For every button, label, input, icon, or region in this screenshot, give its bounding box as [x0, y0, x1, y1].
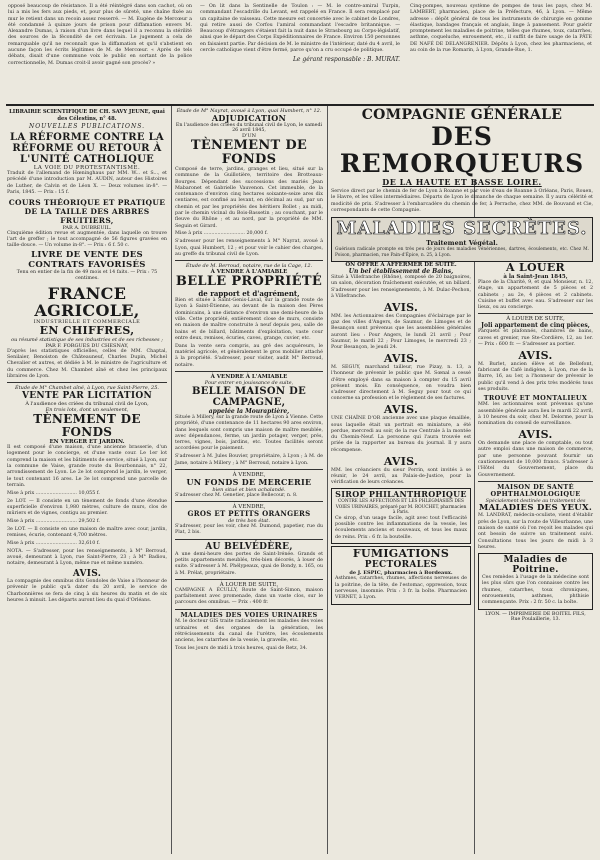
offre-subtitle: Un bel établissement de Bains,	[348, 268, 454, 275]
nota-text: NOTA. — S'adresser, pour les renseignements, à M° Berroud, avoué, demeurant à Lyon, rue Saint-Pierre, 23 ; à M° Badiou, notaire, demeurant à Lyon, même rue et même numéro.	[7, 548, 167, 567]
divider	[175, 260, 323, 261]
avis-text-4: MM. les créanciers du sieur Perrin, sont invités à se réunir, le 24 avril, au Palais-de-Justice, pour la vérification de leurs créances.	[331, 467, 471, 486]
louer-subtitle: à la Saint-Jean 1845,	[503, 274, 568, 280]
belvedere-title: AU BELVÉDÈRE,	[205, 541, 293, 552]
vendre-label: À VENDRE À L'AMIABLE	[210, 269, 288, 276]
etude-header-2: Étude de M. Berroud, notaire, rue de la Cage, 12.	[185, 263, 313, 270]
divider	[175, 539, 323, 540]
maladies-secretes-subtitle: Traitement Végétal.	[426, 239, 498, 248]
column-divider	[171, 106, 172, 854]
fumigations-box	[331, 546, 471, 605]
divider	[478, 313, 593, 314]
france-subtitle: INDUSTRIELLE ET COMMERCIALE	[33, 318, 141, 325]
poitrine-text: Ces remèdes à l'usage de la médecine sont les plus sûrs que l'on connaisse contre les rhumes, catarrhes, toux chroniques, enrouements, asthmes, phthisie commençante. Prix : 2 fr. 50 c. la boîte.	[482, 575, 589, 606]
belle-subtitle: de rapport et d'agrément,	[198, 289, 300, 299]
top-article-3	[410, 4, 592, 56]
a-louer-text: CAMPAGNE A ÉCULLY, Route de Saint-Simon, maison parfaitement avec promenade, dans un vaste clos, sur le parcours des omnibus. — Prix : 400 fr.	[175, 587, 323, 606]
column-3	[331, 262, 471, 607]
mise-a-prix: Mise à prix ........................... 20,000 f.	[175, 231, 268, 237]
vente-subtitle-2: En trois lots, dont un seulement,	[45, 407, 129, 414]
divider	[175, 371, 323, 372]
louer-title: A LOUER	[506, 261, 565, 274]
avendre-subtitle: Pour entrer en jouissance de suite,	[204, 379, 294, 386]
sirop-box	[331, 488, 471, 544]
notes-text: S'adresser pour les renseignements à M° Nayrat, avoué à Lyon, quai Humbert, 12 ; et pour voir le cahier des charges, au greffe du tribunal civil de Lyon.	[175, 239, 323, 257]
belle-text: Bien et située à Saint-Genis-Laval, sur la grande route de Lyon à Saint-Étienne, au devant de la maison des Pères dominicains, à une distance d'environ une demi-heure de la ville. Cette propriété, entièrement close de murs, consiste en maison de maître construite à neuf depuis peu, salle de bains et de billard, bâtiments d'exploitation, vaste cour entre deux, remises, écuries, caves, grange, cuvier, etc.	[175, 298, 323, 341]
avendre-label: À VENDRE À L'AMIABLE	[210, 373, 288, 380]
a-louer-label: À LOUER DE SUITE,	[219, 581, 279, 588]
top-divider	[6, 104, 594, 106]
belvedere-text: A une demi-heure des portes de Saint-Irénée. Grands et petits appartements meublés, très-bien décorés, à louer de suite. S'adresser à M. Phélypeaux, quai de Bondy, n. 165, ou à M. Prélat, propriétaire.	[175, 551, 323, 576]
gros-subtitle: de très bon état.	[228, 518, 270, 525]
livre-title: LIVRE DE VENTE DES CONTRATS FAVORISÉS	[28, 250, 146, 270]
chiffres-title: EN CHIFFRES,	[39, 323, 135, 337]
divider	[175, 469, 323, 470]
belle-maison-text: Située à Millery, sur la grande route de Lyon à Vienne. Cette propriété, d'une contenance de 11 hectares 90 ares environ, dans lesquels sont compris une maison de maître meublée, avec dépendances, ferme, un jardin potager, verger, prés, terres, vignes, bois, jardins, etc. Toutes facilités seront accordées pour le paiement.	[175, 414, 323, 452]
gros-title: GROS ET PETITS ORANGERS	[187, 509, 311, 519]
fumigations-title: FUMIGATIONS	[352, 547, 450, 561]
column-3-header	[331, 108, 593, 264]
louer-text: Place de la Charité, 9, et quai Monsieur, n. 12, étage, un appartement de 5 pièces et 2 cabinets ; au 2e, 4 pièces et 2 cabinets. Cuisine et buffet avec eau. S'adresser sur les lieux, ou au concierge.	[478, 280, 593, 311]
gros-text: S'adresser, pour les voir, chez M. Dumond, papetier, rue du Plat, 2 bis.	[175, 524, 323, 536]
reforme-text: Traduit de l'allemand de Hœninghaus par MM. W... et S..., et précédé d'une introduction par M. AUDIN, auteur des Histoires de Luther, de Calvin et de Léon X. — Deux volumes in-8°. — Paris, 1845. — Prix : 15 f.	[7, 171, 167, 195]
top-text-2: — On lit dans la Sentinelle de Toulon : — M. le contre-amiral Turpin, commandant l'escadrille du Levant, est rappelé en France. Il sera remplacé par un capitaine de vaisseau. Cette mesure est concertée avec le cabinet de Londres, qui retire aussi de Corfou l'amiral commandant l'escadre britannique. — Beaucoup d'étrangers s'étaient fait la nuit dans le Strasbourg au Corps-législatif, ainsi que le départ des Corps Expéditionnaires de France. Environ 150 personnes en faisaient partie. Par décision de M. le ministre de l'intérieur, daté du 4 avril, le cercle catholique vient d'être fermé, parce qu'on a cru occupé de politique.	[200, 4, 400, 54]
top-article-2	[200, 4, 400, 63]
divider	[175, 579, 323, 580]
mise-a-prix-2: Mise à prix ........................... 29,502 f.	[7, 518, 100, 524]
tenement-title: TÈNEMENT DE FONDS	[190, 138, 308, 167]
remorqueurs-title: DES REMORQUEURS	[339, 122, 585, 178]
top-text-1: opposé beaucoup de résistance. Il a été réintégré dans son cachot, où on lui a mis les fers aux pieds, et, pour plus de sûreté, une chaîne fixée au mur le retient dans un recoin assez resserré. — M. Eugène de Mercœur a été condamné à quinze jours de prison pour diffamation envers M. Alexandre Dumas, à raison d'un livre dans lequel il a reconnu la stérilité des sources de la fécondité de cet écrivain. Le jugement a cela de remarquable qu'il ne reconnaît que la diffamation et qu'il s'abstient en aucune façon les écrits légitimes de M. de Mercœur. « Après de tels débats, disait d'une commune voix le public en sortant de la police correctionnelle, M. Dumas croit-il avoir gagné son procès? »	[8, 4, 192, 66]
poitrine-box	[478, 553, 593, 610]
offre-text: Situé à Villefranche (Rhône), composé de 20 baignoires, un salon, décoration fraîchement exécutée, et un billard. S'adresser pour les renseignements, à M. Dulac-Pechon, à Villefranche.	[331, 275, 471, 299]
column-1	[7, 108, 167, 606]
avis-title-2: AVIS.	[383, 351, 419, 365]
sirop-title: SIROP PHILANTHROPIQUE	[335, 489, 467, 500]
divider	[478, 481, 593, 482]
top-text-3: Cinq-pompes, nouveau système de pompes de tous les pays, chez M. LAMBERT, pharmacien, place de la Préfecture, 46, à Lyon. — Même adresse : dépôt général de tous les instruments de chirurgie en gomme élastique, bandages français et anglais, linge à pansement. Pour guérir promptement les maladies de poitrine, telles que rhumes, toux, catarrhes, asthme, coqueluche, enrouement, etc., il suffit de faire usage de la PÂTE DE NAFÉ DE DELANGRENIER. Dépôts à Lyon, chez les pharmaciens, et au coin de la rue Romarin, à Lyon, Grande-Rue, 1.	[410, 4, 592, 54]
louer-2-subtitle: Joli appartement de cinq pièces,	[481, 322, 590, 330]
column-2	[175, 108, 323, 654]
louer-2-text: Parquets et plafonnés, chambres de bains, caves et grenier, rue Ste-Cordière, 12, au 1er. — Prix : 600 fr. — S'adresser au portier.	[478, 329, 593, 348]
france-title: FRANCE AGRICOLE,	[34, 283, 140, 320]
avis-title-1: AVIS.	[383, 300, 419, 314]
belle-maison-title: BELLE MAISON DE CAMPAGNE,	[191, 385, 307, 408]
voie-title: LA VOIE DU PROTESTANTISME.	[33, 165, 141, 171]
mise-a-prix-3: Mise à prix ........................... 32,610 f.	[7, 540, 100, 546]
maladies-secretes-text: Guérison radicale prompte en très peu de jours des maladies vénériennes, dartres, écoulements, etc. Chez M. Poison, pharmacien, rue Pain-d'Épice, n. 25, à Lyon.	[335, 247, 589, 258]
belle-text-2: Dans la vente sera compris, au gré des acquéreurs, le matériel agricole, et généralement le gros mobilier attaché à la propriété. S'adresser, pour visiter, audit M° Berroud, notaire.	[175, 343, 323, 368]
sirop-text: Ce sirop, d'un usage facile, agit avec tout l'efficacité possible contre les inflammations de la vessie, les écoulements anciens et nouveaux, et tous les maux de reins. Prix : 6 fr. la bouteille.	[335, 515, 467, 540]
maladies-secretes-box	[331, 217, 593, 262]
top-article-1	[8, 4, 192, 68]
maladies-text: M. le docteur GIS traite radicalement les maladies des voies urinaires et des organes de la génération, les rétrécissements du canal de l'urètre, les écoulements anciens, les catarrhes de la vessie, la gravelle, etc.	[175, 619, 323, 644]
maison-text: M. LANDRAT, médecin-oculiste, vient d'établir près de Lyon, sur la route de Villeurbanne, une maison de santé où l'on reçoit les malades qui ont besoin de suivre un traitement suivi. Consultations tous les jours de midi à 3 heures.	[478, 513, 593, 550]
avis-text-3: UNE CHAÎNE D'OR ancienne avec une plaque émaillée, sous laquelle était un portrait en miniature, a été perdue, mercredi au soir, de la rue Centrale à la montée du Chemin-Neuf. La personne qui l'aura trouvée est priée de la rapporter au bureau du journal. Il y aura récompense.	[331, 416, 471, 453]
maison-title: MAISON DE SANTÉ OPHTHALMOLOGIQUE	[490, 482, 581, 499]
column-divider	[327, 106, 328, 854]
avis-title-4: AVIS.	[383, 454, 419, 468]
imprimerie-line: LYON. — IMPRIMERIE DE BOITEL FILS,	[485, 612, 586, 618]
avis-text: La compagnie des omnibus dits Gondoles de Vaise a l'honneur de prévenir le public qu'à dater du 20 avril, le service de Charbonnières se fera de cinq à six heures du matin et de six heures à minuit. Les départs auront lieu du quai d'Orléans.	[7, 579, 167, 603]
fonds-title: UN FONDS DE MERCERIE	[186, 476, 312, 487]
nouvelles-title: NOUVELLES PUBLICATIONS.	[29, 123, 145, 130]
maladies-secretes-title: MALADIES SECRÈTES.	[336, 218, 588, 240]
vente-title: VENTE PAR LICITATION	[21, 391, 153, 402]
pectorales-text: Asthmes, catarrhes, rhumes, affections nerveuses de la poitrine, de la tête, de l'estomac, oppression, toux nerveuse, insomnie. Prix : 3 fr. la boîte. Pharmacien VERNET, à Lyon.	[335, 576, 467, 601]
lot-2-text: 2e LOT. — Il consiste en un tènement de fonds d'une étendue superficielle d'environ 1,980 mètres, culture de murs, clos de mûriers et de vignes, contigu au premier.	[7, 498, 167, 517]
divider	[175, 609, 323, 610]
vente-subtitle: À l'audience des criées du tribunal civil de Lyon,	[25, 401, 149, 408]
tenement-title: TÈNEMENT DE FONDS	[33, 412, 141, 440]
sirop-subtitle: CONTRE LES AFFECTIONS ET LES PHLEGMASIES DES VOIES URINAIRES, préparé par M. ROUCHET, pharmacien à Paris.	[335, 499, 467, 516]
column-divider	[474, 180, 475, 854]
avis-title-1: AVIS.	[518, 348, 553, 362]
avendre-label-3: À VENDRE,	[232, 471, 266, 478]
d-un-label: D'UN	[242, 133, 256, 139]
cours-text: Cinquième édition revue et augmentée, dans laquelle on trouve l'art de greffer ; le tout accompagné de 56 figures gravées en taille-douce. — Un volume in-8°. — Prix : 6 f. 50 c.	[7, 230, 167, 249]
compagnie-title: COMPAGNIE GÉNÉRALE	[361, 107, 563, 123]
tenement-text: Il est composé d'une maison, d'une ancienne brasserie, d'un logement pour le concierge, et d'une vaste cour. Le 1er lot comprend la maison et les bâtiments de service, situé à Lyon, sur la commune de Vaise, grande route du Bourbonnais, n° 22, arrondissement de Lyon. Le 2e lot comprend le jardin, le verger, le tout contenant 16 ares. Le 3e lot comprend une parcelle de terrain.	[7, 445, 167, 488]
cours-title: COURS THÉORIQUE ET PRATIQUE DE LA TAILLE DES ARBRES FRUITIERS,	[8, 197, 166, 225]
poitrine-title: Maladies de Poitrine.	[503, 555, 568, 576]
maladies-yeux-title: MALADIES DES YEUX.	[478, 502, 593, 513]
pectorales-subtitle: de J. ESPIC, pharmacien à Bordeaux.	[349, 570, 453, 577]
maladies-title: MALADIES DES VOIES URINAIRES	[180, 610, 318, 619]
remorqueurs-subtitle: DE LA HAUTE ET BASSE LOIRE.	[382, 177, 542, 187]
lot-3-text: 3e LOT. — Il consiste en une maison de maître avec cour, jardin, remises, écurie, contenant 4,700 mètres.	[7, 526, 167, 539]
belle-maison-notes: S'adresser à M. Jules Bouvier, propriétaire, à Lyon ; à M. de Jame, notaire à Millery ; à M° Berroud, notaire à Lyon.	[175, 454, 323, 466]
mise-a-prix-1: Mise à prix ........................... 10,055 f.	[7, 490, 100, 496]
maison-subtitle: Spécialement destinée au traitement des	[485, 498, 586, 504]
etude-header: Étude de M° Chambet aîné, à Lyon, rue Saint-Pierre, 25.	[15, 385, 159, 392]
imprimerie-address: Rue Poulaillerie, 13.	[510, 617, 561, 623]
avis-text-2: M. SEGUY, marchand tailleur, rue Pizay, n. 13, a l'honneur de prévenir le public que M. Sœnal a cessé d'être employé dans sa maison à compter du 15 avril présent mois. En conséquence, on voudra bien s'adresser directement à M. Seguy pour tout ce qui concerne sa profession et le règlement de ses factures.	[331, 364, 471, 402]
reforme-title: LA RÉFORME CONTRE LA RÉFORME OU RETOUR À L'UNITÉ CATHOLIQUE	[10, 132, 164, 165]
avis-title: AVIS.	[72, 569, 102, 579]
tenement-subtitle: EN VERGER ET JARDIN.	[49, 439, 125, 446]
gerant-signature: Le gérant responsable : B. MURAT.	[292, 55, 400, 63]
maladies-notes: Tous les jours de midi à trois heures, quai de Retz, 34.	[175, 645, 308, 651]
avis-title-3: AVIS.	[383, 403, 419, 417]
louer-2-label: À LOUER DE SUITE,	[506, 316, 565, 323]
divider	[175, 501, 323, 502]
belle-title: BELLE PROPRIÉTÉ	[175, 274, 323, 290]
chiffres-text: D'après les statistiques officielles, celles de MM. Chaptal, Senilaier, Benoiston de Châteauneuf, Charles Dupin, Michel Chevalier et autres, et dédiée à M. le ministre de l'agriculture et du commerce. Chez M. Chambet aîné et chez les principaux libraires de Lyon.	[7, 348, 167, 379]
belle-maison-subtitle: appelée la Mouraptière,	[208, 407, 290, 415]
librairie-header: LIBRAIRIE SCIENTIFIQUE DE CH. SAVY JEUNE, quai des Célestins, n° 48.	[9, 109, 165, 122]
avis-text-1: MM. les Actionnaires des Compagnies d'éclairage par le gaz des villes d'Angers, de Saumur, de Limoges et de Besançon sont prévenus que les assemblées générales auront lieu : Pour Angers, le lundi 21 avril ; Pour Saumur, le mardi 22 ; Pour Limoges, le mercredi 23 ; Pour Besançon, le jeudi 24.	[331, 313, 471, 351]
chiffres-subtitle: ou résumé statistique de ses industries et de ses richesses ;	[11, 336, 163, 343]
fonds-notes: S'adresser chez M. Genetier, place Bellecour, n. 8.	[175, 492, 298, 498]
column-4	[478, 262, 593, 622]
offre-title: ON OFFRE A AFFERMER DE SUITE.	[345, 262, 457, 268]
trouve-title: TROUVÉ ET MONTALIEUX	[483, 393, 588, 402]
etude-header: Étude de M° Nayrat, avoué à Lyon, quai Humbert, n° 12.	[176, 108, 322, 114]
divider	[7, 382, 167, 383]
remorqueurs-text: Service direct par le chemin de fer de Lyon à Roanne et par voie d'eau de Roanne à Orléans, Paris, Rouen, le Havre, et les villes intermédiaires. Départs de Lyon le dimanche de chaque semaine. Il y aura célérité et modicité de prix. S'adresser à l'embarcadère du chemin de fer, à Perrache, chez MM. de Bouvand et Cie, correspondants de cette Compagnie.	[331, 189, 593, 213]
pectorales-title: PECTORALES	[364, 560, 438, 571]
avis-text-2: On demande une place de comptable, ou tout autre emploi dans une maison de commerce, par une personne pouvant fournir un cautionnement de 10,000 francs. S'adresser à l'Hôtel du Gouvernement, place du Gouvernement.	[478, 441, 593, 478]
chiffres-author: PAR F. FORGUES DU CHESNAY,	[45, 342, 129, 349]
avis-text-1: M. Burlet, ancien élève et de Bellefont, fabricant de Café indigène, à Lyon, rue de la Barre, 16, au 1er, a l'honneur de prévenir le public qu'il vend à des prix très modérés tous ses produits.	[478, 361, 593, 393]
tenement-text: Composé de terre, jardins, granges et lieu, situé sur la commune de la Guillotière, territoire des Brotteaux-Bourges. Dépendant des successions des mariés Jean Mabaronet et Gabrielle Vauvenon. Cet immeuble, de la contenance d'environ cinq hectares soixante-seize ares dix centiares, est confiné au levant, en décimal au sud, par un chemin et par les propriétés des héritiers Bollet ; au midi, par le chemin vicinal du Bois-Bassetin ; au couchant, par le fleuve du Rhône ; et au nord, par la propriété de MM. Seguin et Girard.	[175, 167, 323, 229]
livre-text: Tenu en entier de la fin de 49 mois et 14 faits. — Prix : 75 centimes.	[16, 270, 158, 282]
adjudication-title: ADJUDICATION	[211, 113, 287, 123]
avis-title-2: AVIS.	[518, 428, 553, 442]
trouve-text: MM. les actionnaires sont prévenus qu'une assemblée générale aura lieu le mardi 22 avril, à 10 heures du soir, chez M. Delorme, pour la nomination du conseil de surveillance.	[478, 402, 593, 427]
cours-author: PAR A. DUBREUIL.	[62, 224, 112, 231]
fonds-subtitle: bien situé et bien achalandé.	[212, 486, 286, 493]
adjudication-subtitle: En l'audience des criées du tribunal civil de Lyon, le samedi 26 avril 1845,	[175, 123, 323, 133]
avendre-label-4: À VENDRE,	[232, 504, 266, 511]
